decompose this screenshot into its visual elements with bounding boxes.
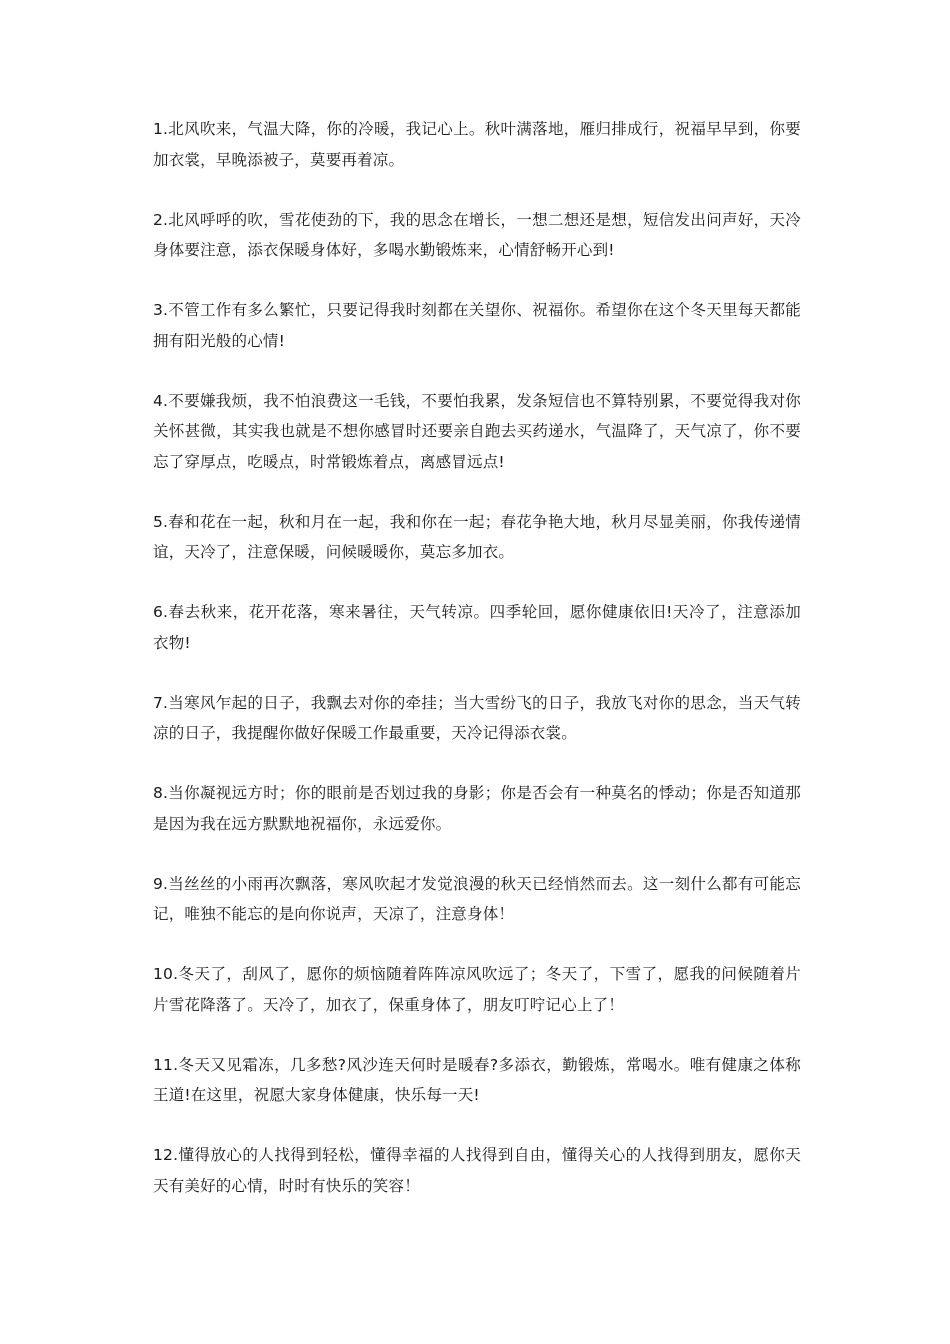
paragraph-9: 9.当丝丝的小雨再次飘落，寒风吹起才发觉浪漫的秋天已经悄然而去。这一刻什么都有可能忘记，唯独不能忘的是向你说声，天凉了，注意身体！ <box>153 874 801 923</box>
paragraph-1: 1.北风吹来，气温大降，你的冷暖，我记心上。秋叶满落地，雁归排成行，祝福早早到，你要加衣裳，早晚添被子，莫要再着凉。 <box>153 120 801 169</box>
paragraph-11: 11.冬天又见霜冻，几多愁?风沙连天何时是暖春?多添衣，勤锻炼，常喝水。唯有健康之体称王道!在这里，祝愿大家身体健康，快乐每一天! <box>153 1055 801 1104</box>
paragraph-12: 12.懂得放心的人找得到轻松，懂得幸福的人找得到自由，懂得关心的人找得到朋友，愿你天天有美好的心情，时时有快乐的笑容！ <box>153 1146 801 1195</box>
paragraph-4: 4.不要嫌我烦，我不怕浪费这一毛钱，不要怕我累，发条短信也不算特别累，不要觉得我对你关怀甚微，其实我也就是不想你感冒时还要亲自跑去买药递水，气温降了，天气凉了，你不要忘了穿厚点，吃暖点，时常锻炼着点，离感冒远点! <box>153 391 801 471</box>
paragraph-2: 2.北风呼呼的吹，雪花使劲的下，我的思念在增长，一想二想还是想，短信发出问声好，天冷身体要注意，添衣保暖身体好，多喝水勤锻炼来，心情舒畅开心到! <box>153 210 801 259</box>
document-body <box>153 114 801 1231</box>
paragraph-7: 7.当寒风乍起的日子，我飘去对你的牵挂；当大雪纷飞的日子，我放飞对你的思念，当天气转凉的日子，我提醒你做好保暖工作最重要，天冷记得添衣裳。 <box>153 693 801 742</box>
paragraph-3: 3.不管工作有多么繁忙，只要记得我时刻都在关望你、祝福你。希望你在这个冬天里每天都能拥有阳光般的心情! <box>153 301 801 350</box>
paragraph-8: 8.当你凝视远方时；你的眼前是否划过我的身影；你是否会有一种莫名的悸动；你是否知道那是因为我在远方默默地祝福你，永远爱你。 <box>153 784 801 833</box>
paragraph-5: 5.春和花在一起，秋和月在一起，我和你在一起；春花争艳大地，秋月尽显美丽，你我传递情谊，天冷了，注意保暖，问候暖暖你，莫忘多加衣。 <box>153 512 801 561</box>
paragraph-6: 6.春去秋来，花开花落，寒来暑往，天气转凉。四季轮回，愿你健康依旧!天冷了，注意添加衣物! <box>153 603 801 652</box>
paragraph-10: 10.冬天了，刮风了，愿你的烦恼随着阵阵凉风吹远了；冬天了，下雪了，愿我的问候随着片片雪花降落了。天冷了，加衣了，保重身体了，朋友叮咛记心上了！ <box>153 965 801 1014</box>
